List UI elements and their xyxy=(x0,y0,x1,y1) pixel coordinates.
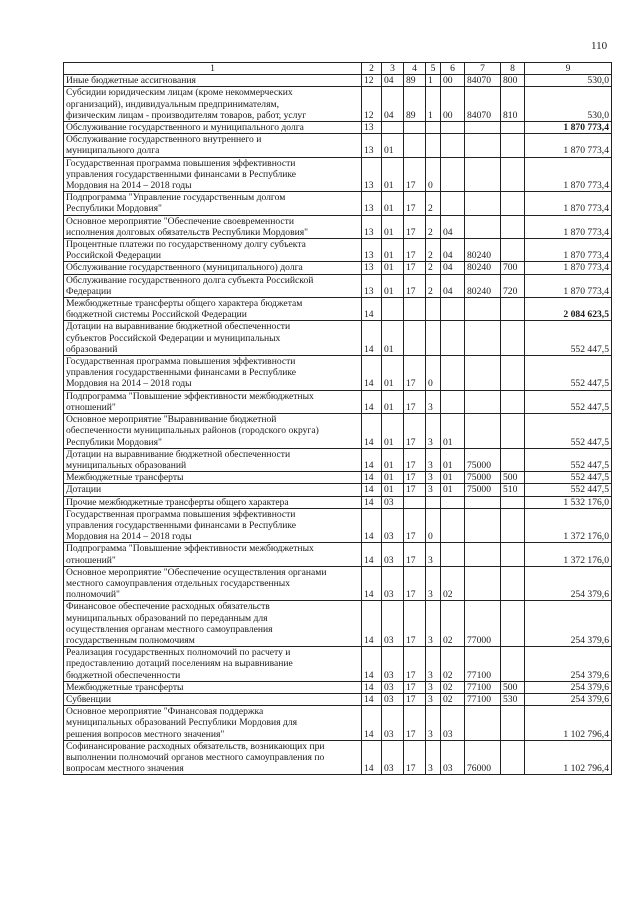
section-code: 14 xyxy=(362,740,382,775)
column-header: 2 xyxy=(362,63,382,75)
direction-code xyxy=(465,566,501,601)
activity-code: 02 xyxy=(441,647,465,682)
table-row xyxy=(64,601,612,647)
amount: 552 447,5 xyxy=(525,484,612,496)
subprogram-code: 3 xyxy=(426,543,441,566)
amount: 552 447,5 xyxy=(525,448,612,471)
program-code: 17 xyxy=(404,681,426,693)
program-code: 89 xyxy=(404,87,426,122)
direction-code: 84070 xyxy=(465,75,501,87)
budget-table xyxy=(63,62,612,775)
activity-code xyxy=(441,321,465,356)
subprogram-code: 3 xyxy=(426,390,441,413)
program-code: 17 xyxy=(404,239,426,262)
amount: 552 447,5 xyxy=(525,472,612,484)
table-row xyxy=(64,472,612,484)
section-code: 14 xyxy=(362,298,382,321)
direction-code: 80240 xyxy=(465,239,501,262)
subsection-code: 01 xyxy=(382,390,404,413)
section-code: 14 xyxy=(362,448,382,471)
subprogram-code: 0 xyxy=(426,508,441,543)
program-code xyxy=(404,496,426,508)
activity-code: 03 xyxy=(441,740,465,775)
row-name: Обслуживание государственного (муниципального) долга xyxy=(64,262,362,274)
row-name: Основное мероприятие "Обеспечение своевременности исполнения долговых обязательств Республики Мордовия" xyxy=(64,215,362,238)
table-row xyxy=(64,508,612,543)
row-name: Подпрограмма "Управление государственным долгом Республики Мордовия" xyxy=(64,192,362,215)
program-code: 17 xyxy=(404,192,426,215)
table-row xyxy=(64,693,612,705)
table-row xyxy=(64,321,612,356)
subsection-code: 03 xyxy=(382,647,404,682)
activity-code xyxy=(441,496,465,508)
row-name: Дотации xyxy=(64,484,362,496)
activity-code xyxy=(441,157,465,192)
table-row xyxy=(64,262,612,274)
table-row xyxy=(64,484,612,496)
activity-code xyxy=(441,298,465,321)
subsection-code: 04 xyxy=(382,87,404,122)
direction-code xyxy=(465,496,501,508)
activity-code: 01 xyxy=(441,414,465,449)
column-header: 1 xyxy=(64,63,362,75)
section-code: 14 xyxy=(362,496,382,508)
column-header: 9 xyxy=(525,63,612,75)
row-name: Обслуживание государственного долга субъекта Российской Федерации xyxy=(64,274,362,297)
table-row xyxy=(64,414,612,449)
subsection-code: 04 xyxy=(382,75,404,87)
subsection-code: 03 xyxy=(382,681,404,693)
section-code: 14 xyxy=(362,484,382,496)
program-code: 17 xyxy=(404,484,426,496)
section-code: 12 xyxy=(362,75,382,87)
subsection-code xyxy=(382,122,404,134)
expense-type-code xyxy=(501,647,525,682)
direction-code: 77000 xyxy=(465,601,501,647)
activity-code xyxy=(441,192,465,215)
expense-type-code xyxy=(501,601,525,647)
program-code: 17 xyxy=(404,157,426,192)
row-name: Дотации на выравнивание бюджетной обеспеченности субъектов Российской Федерации и муниципальных образований xyxy=(64,321,362,356)
expense-type-code xyxy=(501,740,525,775)
expense-type-code: 810 xyxy=(501,87,525,122)
program-code: 17 xyxy=(404,706,426,741)
amount: 552 447,5 xyxy=(525,414,612,449)
column-header: 3 xyxy=(382,63,404,75)
column-header: 8 xyxy=(501,63,525,75)
table-row xyxy=(64,192,612,215)
row-name: Софинансирование расходных обязательств, возникающих при выполнении полномочий органов местного самоуправления по вопросам местного значения xyxy=(64,740,362,775)
column-header: 4 xyxy=(404,63,426,75)
table-row xyxy=(64,448,612,471)
amount: 1 372 176,0 xyxy=(525,543,612,566)
program-code: 17 xyxy=(404,693,426,705)
direction-code: 75000 xyxy=(465,484,501,496)
table-row xyxy=(64,543,612,566)
direction-code xyxy=(465,543,501,566)
subsection-code: 03 xyxy=(382,601,404,647)
section-code: 14 xyxy=(362,566,382,601)
subsection-code: 03 xyxy=(382,706,404,741)
row-name: Государственная программа повышения эффективности управления государственными финансами в Республике Мордовия на 2014 – 2018 годы xyxy=(64,157,362,192)
section-code: 13 xyxy=(362,274,382,297)
expense-type-code xyxy=(501,390,525,413)
expense-type-code xyxy=(501,356,525,391)
program-code xyxy=(404,122,426,134)
expense-type-code xyxy=(501,543,525,566)
section-code: 14 xyxy=(362,390,382,413)
section-code: 12 xyxy=(362,87,382,122)
amount: 530,0 xyxy=(525,87,612,122)
table-row xyxy=(64,239,612,262)
subsection-code: 03 xyxy=(382,543,404,566)
subsection-code: 01 xyxy=(382,356,404,391)
direction-code xyxy=(465,192,501,215)
subprogram-code: 0 xyxy=(426,157,441,192)
row-name: Реализация государственных полномочий по расчету и предоставлению дотаций поселениям на выравнивание бюджетной обеспеченности xyxy=(64,647,362,682)
subprogram-code: 3 xyxy=(426,681,441,693)
subprogram-code: 3 xyxy=(426,647,441,682)
amount: 1 870 773,4 xyxy=(525,239,612,262)
table-row xyxy=(64,681,612,693)
activity-code: 00 xyxy=(441,87,465,122)
program-code xyxy=(404,298,426,321)
subprogram-code: 2 xyxy=(426,215,441,238)
expense-type-code xyxy=(501,134,525,157)
expense-type-code xyxy=(501,321,525,356)
row-name: Межбюджетные трансферты общего характера бюджетам бюджетной системы Российской Федерации xyxy=(64,298,362,321)
program-code: 17 xyxy=(404,414,426,449)
expense-type-code xyxy=(501,414,525,449)
expense-type-code xyxy=(501,215,525,238)
program-code: 17 xyxy=(404,472,426,484)
section-code: 14 xyxy=(362,543,382,566)
section-code: 13 xyxy=(362,134,382,157)
page-number: 110 xyxy=(591,40,608,52)
subprogram-code: 2 xyxy=(426,192,441,215)
direction-code xyxy=(465,706,501,741)
subsection-code: 01 xyxy=(382,215,404,238)
direction-code: 75000 xyxy=(465,448,501,471)
section-code: 13 xyxy=(362,262,382,274)
table-row xyxy=(64,706,612,741)
table-row xyxy=(64,215,612,238)
direction-code: 75000 xyxy=(465,472,501,484)
activity-code: 02 xyxy=(441,693,465,705)
program-code: 17 xyxy=(404,448,426,471)
amount: 1 532 176,0 xyxy=(525,496,612,508)
subprogram-code xyxy=(426,496,441,508)
subsection-code: 01 xyxy=(382,484,404,496)
section-code: 13 xyxy=(362,157,382,192)
subprogram-code: 3 xyxy=(426,448,441,471)
row-name: Государственная программа повышения эффективности управления государственными финансами в Республике Мордовия на 2014 – 2018 годы xyxy=(64,356,362,391)
row-name: Обслуживание государственного внутреннего и муниципального долга xyxy=(64,134,362,157)
table-row xyxy=(64,87,612,122)
subprogram-code: 3 xyxy=(426,693,441,705)
subprogram-code: 3 xyxy=(426,566,441,601)
direction-code: 80240 xyxy=(465,274,501,297)
activity-code: 02 xyxy=(441,601,465,647)
row-name: Государственная программа повышения эффективности управления государственными финансами в Республике Мордовия на 2014 – 2018 годы xyxy=(64,508,362,543)
row-name: Дотации на выравнивание бюджетной обеспеченности муниципальных образований xyxy=(64,448,362,471)
table-row xyxy=(64,647,612,682)
subprogram-code xyxy=(426,321,441,356)
expense-type-code xyxy=(501,239,525,262)
amount: 552 447,5 xyxy=(525,390,612,413)
subsection-code: 01 xyxy=(382,134,404,157)
program-code: 17 xyxy=(404,647,426,682)
program-code: 17 xyxy=(404,390,426,413)
amount: 1 870 773,4 xyxy=(525,157,612,192)
expense-type-code xyxy=(501,157,525,192)
subsection-code: 01 xyxy=(382,192,404,215)
activity-code: 02 xyxy=(441,681,465,693)
activity-code: 02 xyxy=(441,566,465,601)
row-name: Подпрограмма "Повышение эффективности межбюджетных отношений" xyxy=(64,390,362,413)
direction-code xyxy=(465,356,501,391)
expense-type-code xyxy=(501,298,525,321)
table-row xyxy=(64,274,612,297)
amount: 254 379,6 xyxy=(525,693,612,705)
direction-code xyxy=(465,215,501,238)
row-name: Основное мероприятие "Выравнивание бюджетной обеспеченности муниципальных районов (городского округа) Республики Мордовия" xyxy=(64,414,362,449)
amount: 254 379,6 xyxy=(525,566,612,601)
table-row xyxy=(64,298,612,321)
table-row xyxy=(64,496,612,508)
amount: 254 379,6 xyxy=(525,647,612,682)
section-code: 13 xyxy=(362,122,382,134)
subsection-code: 03 xyxy=(382,740,404,775)
program-code: 17 xyxy=(404,601,426,647)
subsection-code: 01 xyxy=(382,239,404,262)
row-name: Иные бюджетные ассигнования xyxy=(64,75,362,87)
direction-code xyxy=(465,414,501,449)
table-row xyxy=(64,134,612,157)
subsection-code: 01 xyxy=(382,321,404,356)
subsection-code: 01 xyxy=(382,274,404,297)
subprogram-code: 3 xyxy=(426,740,441,775)
table-row xyxy=(64,75,612,87)
row-name: Субвенции xyxy=(64,693,362,705)
section-code: 14 xyxy=(362,356,382,391)
activity-code: 04 xyxy=(441,239,465,262)
section-code: 13 xyxy=(362,215,382,238)
subprogram-code: 3 xyxy=(426,414,441,449)
program-code: 17 xyxy=(404,508,426,543)
activity-code: 01 xyxy=(441,484,465,496)
expense-type-code: 500 xyxy=(501,472,525,484)
row-name: Процентные платежи по государственному долгу субъекта Российской Федерации xyxy=(64,239,362,262)
program-code: 17 xyxy=(404,215,426,238)
section-code: 14 xyxy=(362,601,382,647)
subsection-code: 03 xyxy=(382,508,404,543)
row-name: Межбюджетные трансферты xyxy=(64,472,362,484)
direction-code xyxy=(465,134,501,157)
amount: 1 870 773,4 xyxy=(525,274,612,297)
row-name: Основное мероприятие "Обеспечение осуществления органами местного самоуправления отдельных государственных полномочий" xyxy=(64,566,362,601)
amount: 1 870 773,4 xyxy=(525,134,612,157)
table-row xyxy=(64,122,612,134)
subprogram-code: 3 xyxy=(426,706,441,741)
expense-type-code: 510 xyxy=(501,484,525,496)
subsection-code: 01 xyxy=(382,262,404,274)
section-code: 14 xyxy=(362,693,382,705)
row-name: Субсидии юридическим лицам (кроме некоммерческих организаций), индивидуальным предпринимателям, физическим лицам - производителям товаров, работ, услуг xyxy=(64,87,362,122)
row-name: Обслуживание государственного и муниципального долга xyxy=(64,122,362,134)
activity-code: 01 xyxy=(441,448,465,471)
direction-code xyxy=(465,157,501,192)
subprogram-code: 2 xyxy=(426,239,441,262)
program-code: 17 xyxy=(404,543,426,566)
activity-code xyxy=(441,134,465,157)
subprogram-code: 1 xyxy=(426,75,441,87)
program-code: 17 xyxy=(404,356,426,391)
subprogram-code: 1 xyxy=(426,87,441,122)
column-header: 6 xyxy=(441,63,465,75)
subsection-code xyxy=(382,298,404,321)
expense-type-code xyxy=(501,496,525,508)
subsection-code: 03 xyxy=(382,496,404,508)
activity-code: 04 xyxy=(441,274,465,297)
table-row xyxy=(64,566,612,601)
direction-code: 80240 xyxy=(465,262,501,274)
amount: 1 372 176,0 xyxy=(525,508,612,543)
header-row xyxy=(64,63,612,75)
section-code: 14 xyxy=(362,508,382,543)
program-code: 17 xyxy=(404,740,426,775)
column-header: 7 xyxy=(465,63,501,75)
amount: 2 084 623,5 xyxy=(525,298,612,321)
program-code xyxy=(404,134,426,157)
direction-code: 77100 xyxy=(465,681,501,693)
direction-code: 77100 xyxy=(465,693,501,705)
subprogram-code: 2 xyxy=(426,274,441,297)
direction-code xyxy=(465,508,501,543)
subprogram-code xyxy=(426,122,441,134)
section-code: 14 xyxy=(362,414,382,449)
activity-code: 01 xyxy=(441,472,465,484)
row-name: Прочие межбюджетные трансферты общего характера xyxy=(64,496,362,508)
subprogram-code: 2 xyxy=(426,262,441,274)
direction-code xyxy=(465,122,501,134)
subsection-code: 01 xyxy=(382,472,404,484)
direction-code: 84070 xyxy=(465,87,501,122)
amount: 254 379,6 xyxy=(525,601,612,647)
row-name: Подпрограмма "Повышение эффективности межбюджетных отношений" xyxy=(64,543,362,566)
amount: 1 870 773,4 xyxy=(525,215,612,238)
expense-type-code: 530 xyxy=(501,693,525,705)
amount: 1 870 773,4 xyxy=(525,262,612,274)
subprogram-code xyxy=(426,298,441,321)
row-name: Межбюджетные трансферты xyxy=(64,681,362,693)
activity-code: 00 xyxy=(441,75,465,87)
amount: 552 447,5 xyxy=(525,321,612,356)
activity-code: 04 xyxy=(441,262,465,274)
expense-type-code xyxy=(501,508,525,543)
activity-code xyxy=(441,390,465,413)
column-header: 5 xyxy=(426,63,441,75)
activity-code: 04 xyxy=(441,215,465,238)
subprogram-code: 3 xyxy=(426,472,441,484)
subprogram-code xyxy=(426,134,441,157)
amount: 254 379,6 xyxy=(525,681,612,693)
section-code: 13 xyxy=(362,239,382,262)
expense-type-code: 800 xyxy=(501,75,525,87)
section-code: 13 xyxy=(362,192,382,215)
program-code: 17 xyxy=(404,274,426,297)
direction-code xyxy=(465,390,501,413)
expense-type-code xyxy=(501,448,525,471)
subsection-code: 03 xyxy=(382,566,404,601)
subprogram-code: 3 xyxy=(426,484,441,496)
activity-code xyxy=(441,356,465,391)
expense-type-code xyxy=(501,122,525,134)
direction-code: 76000 xyxy=(465,740,501,775)
expense-type-code: 720 xyxy=(501,274,525,297)
expense-type-code xyxy=(501,192,525,215)
table-row xyxy=(64,740,612,775)
amount: 1 870 773,4 xyxy=(525,122,612,134)
table-row xyxy=(64,356,612,391)
section-code: 14 xyxy=(362,681,382,693)
amount: 1 102 796,4 xyxy=(525,740,612,775)
program-code xyxy=(404,321,426,356)
row-name: Основное мероприятие "Финансовая поддержка муниципальных образований Республики Мордовия для решения вопросов местного значения" xyxy=(64,706,362,741)
direction-code: 77100 xyxy=(465,647,501,682)
subprogram-code: 3 xyxy=(426,601,441,647)
program-code: 17 xyxy=(404,566,426,601)
amount: 530,0 xyxy=(525,75,612,87)
amount: 552 447,5 xyxy=(525,356,612,391)
section-code: 14 xyxy=(362,706,382,741)
expense-type-code: 500 xyxy=(501,681,525,693)
expense-type-code xyxy=(501,566,525,601)
table-row xyxy=(64,157,612,192)
section-code: 14 xyxy=(362,647,382,682)
direction-code xyxy=(465,321,501,356)
program-code: 89 xyxy=(404,75,426,87)
activity-code xyxy=(441,543,465,566)
activity-code xyxy=(441,508,465,543)
expense-type-code xyxy=(501,706,525,741)
expense-type-code: 700 xyxy=(501,262,525,274)
subsection-code: 01 xyxy=(382,414,404,449)
subprogram-code: 0 xyxy=(426,356,441,391)
subsection-code: 01 xyxy=(382,448,404,471)
table-row xyxy=(64,390,612,413)
row-name: Финансовое обеспечение расходных обязательств муниципальных образований по переданным для осуществления органам местного самоуправления государственным полномочиям xyxy=(64,601,362,647)
activity-code: 03 xyxy=(441,706,465,741)
section-code: 14 xyxy=(362,321,382,356)
subsection-code: 03 xyxy=(382,693,404,705)
program-code: 17 xyxy=(404,262,426,274)
amount: 1 102 796,4 xyxy=(525,706,612,741)
direction-code xyxy=(465,298,501,321)
section-code: 14 xyxy=(362,472,382,484)
amount: 1 870 773,4 xyxy=(525,192,612,215)
subsection-code: 01 xyxy=(382,157,404,192)
activity-code xyxy=(441,122,465,134)
